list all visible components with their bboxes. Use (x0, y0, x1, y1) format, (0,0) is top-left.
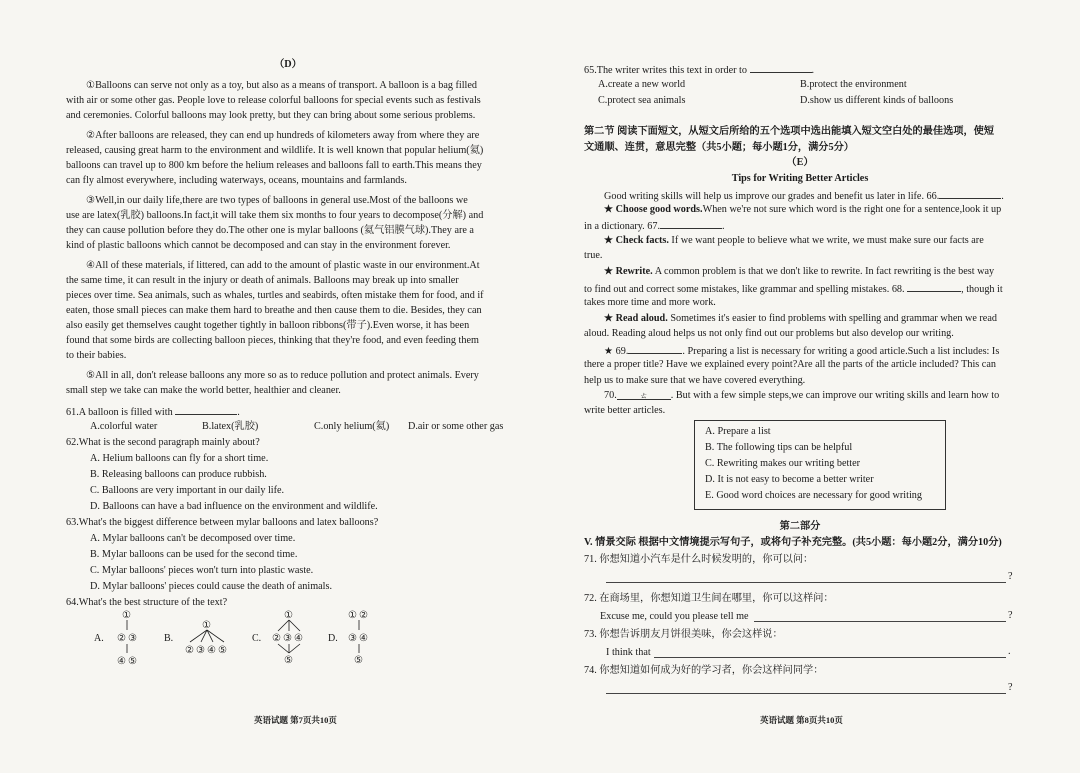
option-d[interactable]: D.show us different kinds of balloons (800, 95, 954, 106)
svg-text:①: ① (202, 620, 211, 631)
exam-sheet: （D） ①Balloons can serve not only as a toy, but also as a means of transport. A balloon is a bag filled with air or some other gas. People love to release colorful balloons for special events such as festivals and ceremonies. Colorful balloons may look pretty, but they can bring about some serious problems. ②After balloons are released, they can end up hundreds of kilometers away from where they are released, causing great harm to the environment and wildlife. It is well known that popular helium(氦) balloons can travel up to 800 km before the helium releases and balloons fall to earth.This means they can fly almost everywhere, including waterways, oceans, mountains and farmlands. ③Well,in our daily life,there are two types of balloons in general use.Most of the balloons we use are latex(乳胶) balloons.In fact,it will take them six months to four years to decompose(分解) and they can cause pollution before they do.The other one is mylar balloons (氦气铝膜气球).They are a kind of plastic balloons which cannot be decomposed and can stay in the environment forever. ④All of these materials, if littered, can add to the amount of plastic waste in our environment.At the same time, it can result in the injury or death of animals. Balloons may break up into smaller pieces over time. Sea animals, such as whales, turtles and seabirds, often mistake them for food, and if eaten, those small pieces can make them hard to breathe and then cause them to die. Besides, they can also easily get themselves caught together tightly in balloon ribbons(带子).Even worse, it has been found that some birds are collecting balloon pieces, thinking that they're food, and even feeding them to their babies. ⑤All in all, don't release balloons any more so as to reduce pollution and protect animals. Every small step we take can make the world better, healthier and cleaner. 61.A balloon is filled with . A.colorful water B.latex(乳胶) C.only helium(氦) D.air or some other gas 62.What is the second paragraph mainly about? A. Helium balloons can fly for a short time. B. Releasing balloons can produce rubbish. C. Balloons are very important in our daily life. D. Balloons can have a bad influence on the environment and wildlife. 63.What's the biggest difference between mylar balloons and latex balloons? A. Mylar balloons can't be decomposed over time. B. Mylar balloons can be used for the second time. C. Mylar balloons' pieces won't turn into plastic waste. D. Mylar balloons' pieces could cause the death of animals. 64.What's the best structure of the text? A. ① ② ③ ④ ⑤ B. ① ② ③ ④ ⑤ C. ① ② ③ ④ ⑤ D. ① ② ③ ④ ⑤ 英语试题 第7页共10页 65.The writer writes this text in order to . A.create a new world B.protect the environment C.protect sea animals D.show us different kinds of balloons 第二节 阅读下面短文，从短文后所给的五个选项中选出能填入短文空白处的最佳选项，使短 文通顺、连贯，意思完整（共5小题；每小题1分，满分5分） （E） Tips for Writing Better Articles Good writing skills will help us improve our grades and benefit us later in life. 66. . ★ Choose good words.When we're not sure which word is the right one for a sentence,look it up in a dictionary. 67. . ★ Check facts. If we want people to believe what we write, we must make sure our facts are true. ★ Rewrite. A common problem is that we don't like to rewrite. In fact rewriting is the best way to find out and correct some mistakes, like grammar and spelling mistakes. 68. , though it takes more time and more work. ★ Read aloud. Sometimes it's easier to find problems with spelling and grammar when we read aloud. Reading aloud helps us not only find out our problems but also develop our writing. ★ 69. . Preparing a list is necessary for writing a good article.Such a list includes: Is there a proper title? Have we explained every point?Are all the parts of the article included? This can help us to make sure that we have covered everything. 70. ㄊ . But with a few simple steps,we can improve our writing skills and learn how to write better articles. A. Prepare a list B. The following tips can be helpful C. Rewriting makes our writing better D. It is not easy to become a better writer E. Good word choices are necessary for good writing 第二部分 V. 情景交际 根据中文情境提示写句子，或将句子补充完整。(共5小题：每小题2分，满分10分) 71. 你想知道小汽车是什么时候发明的，你可以问： ? 72. 在商场里，你想知道卫生间在哪里，你可以这样问： Excuse me, could you please tell me ? 73. 你想告诉朋友月饼很美味，你会这样说： I think that . 74. 你想知道如何成为好的学习者，你会这样问同学： ? 英语试题 第8页共10页 (0, 0, 1080, 773)
svg-text:④: ④ (359, 633, 368, 644)
structure-diagrams (66, 606, 510, 670)
option-d[interactable]: D. Mylar balloons' pieces could cause the death of animals. (90, 581, 333, 592)
option-b[interactable]: B. Releasing balloons can produce rubbish. (90, 469, 267, 480)
option-a[interactable]: A. Helium balloons can fly for a short time. (90, 453, 269, 464)
blank-69[interactable] (628, 343, 682, 354)
section-instructions: 第二节 阅读下面短文，从短文后所给的五个选项中选出能填入短文空白处的最佳选项，使短 (584, 126, 995, 137)
part-two-heading: 第二部分 (779, 521, 821, 532)
svg-text:④: ④ (207, 645, 216, 656)
option-a[interactable]: A.create a new world (598, 79, 686, 90)
svg-text:①: ① (348, 610, 357, 621)
option-b[interactable]: B. Mylar balloons can be used for the second time. (90, 549, 298, 560)
answer-line[interactable] (606, 693, 1006, 694)
svg-text:①: ① (284, 610, 293, 621)
answer-line[interactable] (606, 582, 1006, 583)
option-a-label[interactable]: A. (94, 633, 104, 644)
blank-68[interactable] (907, 281, 961, 292)
option-c[interactable]: C. Balloons are very important in our daily life. (90, 485, 285, 496)
section-e-heading: （E） (786, 157, 814, 168)
passage-title: Tips for Writing Better Articles (731, 173, 869, 184)
option-e[interactable]: E. Good word choices are necessary for good writing (705, 490, 922, 501)
page-footer: 英语试题 第8页共10页 (760, 715, 843, 725)
answer-line[interactable] (754, 621, 1006, 622)
svg-text:③: ③ (348, 633, 357, 644)
svg-text:④: ④ (117, 656, 126, 667)
svg-text:②: ② (185, 645, 194, 656)
options-box (694, 420, 946, 510)
section-d-heading: （D） (274, 59, 302, 70)
svg-text:②: ② (359, 610, 368, 621)
answer-line[interactable] (654, 657, 1006, 658)
svg-text:③: ③ (196, 645, 205, 656)
option-c[interactable]: C. Mylar balloons' pieces won't turn into plastic waste. (90, 565, 314, 576)
option-a[interactable]: A. Mylar balloons can't be decomposed over time. (90, 533, 296, 544)
option-c[interactable]: C. Rewriting makes our writing better (705, 458, 861, 469)
option-b-label[interactable]: B. (164, 633, 174, 644)
answer-blank[interactable] (175, 404, 237, 415)
option-d-label[interactable]: D. (328, 633, 338, 644)
option-b[interactable]: B.protect the environment (800, 79, 907, 90)
option-b[interactable]: B.latex(乳胶) (202, 421, 259, 432)
blank-70[interactable]: ㄊ (617, 389, 671, 400)
svg-text:③: ③ (128, 633, 137, 644)
answer-blank[interactable] (750, 62, 812, 73)
option-c-label[interactable]: C. (252, 633, 262, 644)
svg-text:⑤: ⑤ (218, 645, 227, 656)
svg-text:③: ③ (283, 633, 292, 644)
svg-text:⑤: ⑤ (284, 655, 293, 666)
option-c[interactable]: C.only helium(氦) (314, 421, 390, 432)
svg-text:④: ④ (294, 633, 303, 644)
option-c[interactable]: C.protect sea animals (598, 95, 686, 106)
blank-67[interactable] (660, 218, 722, 229)
blank-66[interactable] (939, 188, 1001, 199)
option-d[interactable]: D.air or some other gas (408, 421, 504, 432)
option-a[interactable]: A.colorful water (90, 421, 158, 432)
svg-text:⑤: ⑤ (354, 655, 363, 666)
svg-text:②: ② (272, 633, 281, 644)
option-b[interactable]: B. The following tips can be helpful (705, 442, 853, 453)
option-a[interactable]: A. Prepare a list (705, 426, 771, 437)
svg-text:①: ① (122, 610, 131, 621)
option-d[interactable]: D. Balloons can have a bad influence on the environment and wildlife. (90, 501, 378, 512)
svg-text:⑤: ⑤ (128, 656, 137, 667)
page-footer: 英语试题 第7页共10页 (254, 715, 337, 725)
section-v-title: V. 情景交际 根据中文情境提示写句子，或将句子补充完整。(共5小题：每小题2分，满分10分) (584, 537, 1002, 548)
option-d[interactable]: D. It is not easy to become a better writer (705, 474, 874, 485)
svg-text:②: ② (117, 633, 126, 644)
